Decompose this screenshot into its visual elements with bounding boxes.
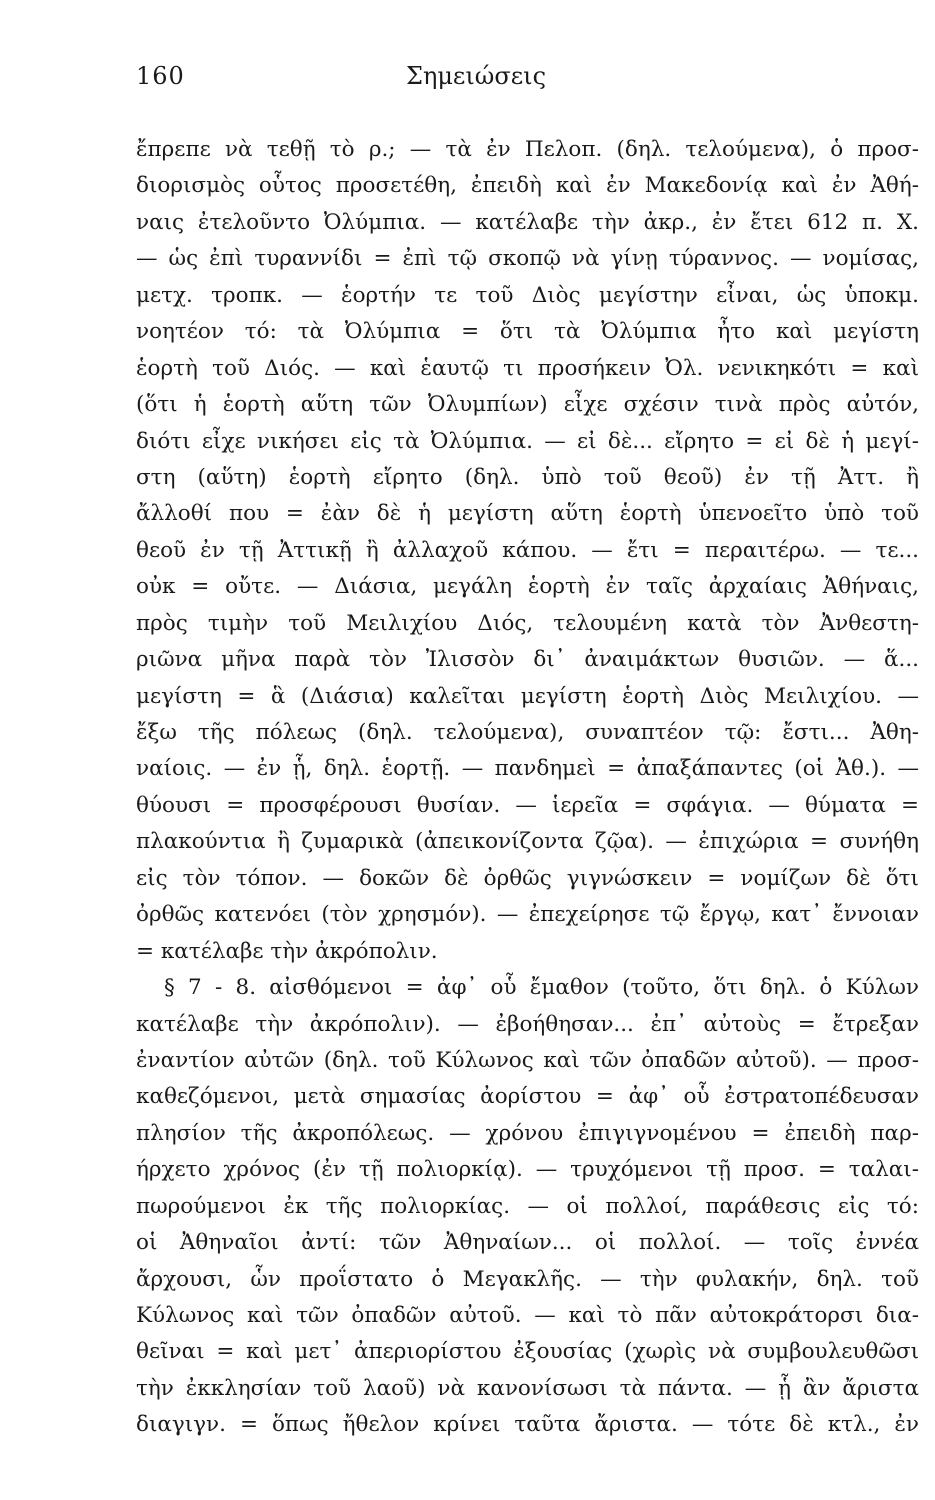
text-line: διορισμὸς οὗτος προσετέθη, ἐπειδὴ καὶ ἐν Μακεδονίᾳ καὶ ἐν Ἀθή- — [136, 173, 919, 199]
text-line: ἑορτὴ τοῦ Διός. — καὶ ἑαυτῷ τι προσήκειν Ὀλ. νενικηκότι = καὶ — [136, 355, 919, 381]
text-line: οἱ Ἀθηναῖοι ἀντί: τῶν Ἀθηναίων... οἱ πολλοί. — τοῖς ἐννέα — [136, 1230, 919, 1256]
text-line: εἰς τὸν τόπον. — δοκῶν δὲ ὀρθῶς γιγνώσκειν = νομίζων δὲ ὅτι — [136, 865, 919, 891]
text-line: καθεζόμενοι, μετὰ σημασίας ἀορίστου = ἀφ᾽ οὗ ἐστρατοπέδευσαν — [136, 1084, 919, 1110]
text-line: ὀρθῶς κατενόει (τὸν χρησμόν). — ἐπεχείρησε τῷ ἔργῳ, κατ᾽ ἔννοιαν — [136, 902, 919, 928]
text-line: μετχ. τροπκ. — ἑορτήν τε τοῦ Διὸς μεγίστην εἶναι, ὡς ὑποκμ. — [136, 282, 919, 308]
text-line: ἄλλοθί που = ἐὰν δὲ ἡ μεγίστη αὕτη ἑορτὴ ὑπενοεῖτο ὑπὸ τοῦ — [136, 501, 919, 527]
text-line: ἐναντίον αὐτῶν (δηλ. τοῦ Κύλωνος καὶ τῶν ὀπαδῶν αὐτοῦ). — προσ- — [136, 1047, 919, 1073]
text-line: πλακούντια ἢ ζυμαρικὰ (ἀπεικονίζοντα ζῷα). — ἐπιχώρια = συνήθη — [136, 829, 919, 855]
text-line: Κύλωνος καὶ τῶν ὀπαδῶν αὐτοῦ. — καὶ τὸ πᾶν αὐτοκράτορσι δια- — [136, 1303, 919, 1328]
text-line: πρὸς τιμὴν τοῦ Μειλιχίου Διός, τελουμένη κατὰ τὸν Ἀνθεστη- — [136, 610, 919, 636]
text-line: ναίοις. — ἐν ᾗ, δηλ. ἑορτῇ. — πανδημεὶ = ἀπαξάπαντες (οἱ Ἀθ.). — — [136, 756, 919, 782]
text-line: ριῶνα μῆνα παρὰ τὸν Ἰλισσὸν δι᾽ ἀναιμάκτων θυσιῶν. — ἅ... — [136, 647, 919, 673]
running-title: Σημειώσεις — [405, 62, 547, 90]
page-number: 160 — [136, 62, 185, 90]
paragraph-end-line: = κατέλαβε τὴν ἀκρόπολιν. — [136, 938, 438, 964]
text-line: ἔπρεπε νὰ τεθῇ τὸ ρ.; — τὰ ἐν Πελοπ. (δηλ. τελούμενα), ὁ προσ- — [136, 137, 919, 162]
text-line: στη (αὕτη) ἑορτὴ εἴρητο (δηλ. ὑπὸ τοῦ θεοῦ) ἐν τῇ Ἀττ. ἢ — [136, 464, 919, 490]
text-line: ναις ἐτελοῦντο Ὀλύμπια. — κατέλαβε τὴν ἀκρ., ἐν ἔτει 612 π. Χ. — [136, 209, 919, 235]
notes-body — [136, 132, 919, 1444]
text-line: θεῖναι = καὶ μετ᾽ ἀπεριορίστου ἐξουσίας (χωρὶς νὰ συμβουλευθῶσι — [136, 1339, 919, 1365]
text-line: οὐκ = οὔτε. — Διάσια, μεγάλη ἑορτὴ ἐν ταῖς ἀρχαίαις Ἀθήναις, — [136, 574, 919, 600]
text-line: ήρχετο χρόνος (ἐν τῇ πολιορκίᾳ). — τρυχόμενοι τῇ προσ. = ταλαι- — [136, 1157, 919, 1183]
text-line: κατέλαβε τὴν ἀκρόπολιν). — ἐβοήθησαν... ἐπ᾽ αὐτοὺς = ἔτρεξαν — [136, 1011, 919, 1037]
text-line: πλησίον τῆς ἀκροπόλεως. — χρόνου ἐπιγιγνομένου = ἐπειδὴ παρ- — [136, 1120, 919, 1146]
text-line: θεοῦ ἐν τῇ Ἀττικῇ ἢ ἀλλαχοῦ κάπου. — ἔτι = περαιτέρω. — τε... — [136, 537, 919, 563]
text-line: ἔξω τῆς πόλεως (δηλ. τελούμενα), συναπτέον τῷ: ἔστι... Ἀθη- — [136, 720, 919, 745]
text-line: διότι εἶχε νικήσει εἰς τὰ Ὀλύμπια. — εἰ δὲ... εἴρητο = εἰ δὲ ἡ μεγί- — [136, 428, 919, 454]
text-line: (ὅτι ἡ ἑορτὴ αὕτη τῶν Ὀλυμπίων) εἶχε σχέσιν τινὰ πρὸς αὐτόν, — [136, 392, 919, 418]
section-start-line: § 7 - 8. αἰσθόμενοι = ἀφ᾽ οὗ ἔμαθον (τοῦτο, ὅτι δηλ. ὁ Κύλων — [164, 975, 919, 1001]
text-line: διαγιγν. = ὅπως ἤθελον κρίνει ταῦτα ἄριστα. — τότε δὲ κτλ., ἐν — [136, 1412, 919, 1438]
text-line: πωρούμενοι ἐκ τῆς πολιορκίας. — οἱ πολλοί, παράθεσις εἰς τό: — [136, 1193, 919, 1219]
text-line: — ὡς ἐπὶ τυραννίδι = ἐπὶ τῷ σκοπῷ νὰ γίνῃ τύραννος. — νομίσας, — [136, 246, 919, 272]
text-line: ἄρχουσι, ὧν προΐστατο ὁ Μεγακλῆς. — τὴν φυλακήν, δηλ. τοῦ — [136, 1266, 919, 1292]
page-header — [136, 62, 816, 102]
text-line: μεγίστη = ἃ (Διάσια) καλεῖται μεγίστη ἑορτὴ Διὸς Μειλιχίου. — — [136, 683, 919, 709]
text-line: τὴν ἐκκλησίαν τοῦ λαοῦ) νὰ κανονίσωσι τὰ πάντα. — ᾗ ἂν ἄριστα — [136, 1375, 919, 1401]
text-line: νοητέον τό: τὰ Ὀλύμπια = ὅτι τὰ Ὀλύμπια ἦτο καὶ μεγίστη — [136, 319, 919, 345]
text-line: θύουσι = προσφέρουσι θυσίαν. — ἱερεῖα = σφάγια. — θύματα = — [136, 792, 919, 818]
